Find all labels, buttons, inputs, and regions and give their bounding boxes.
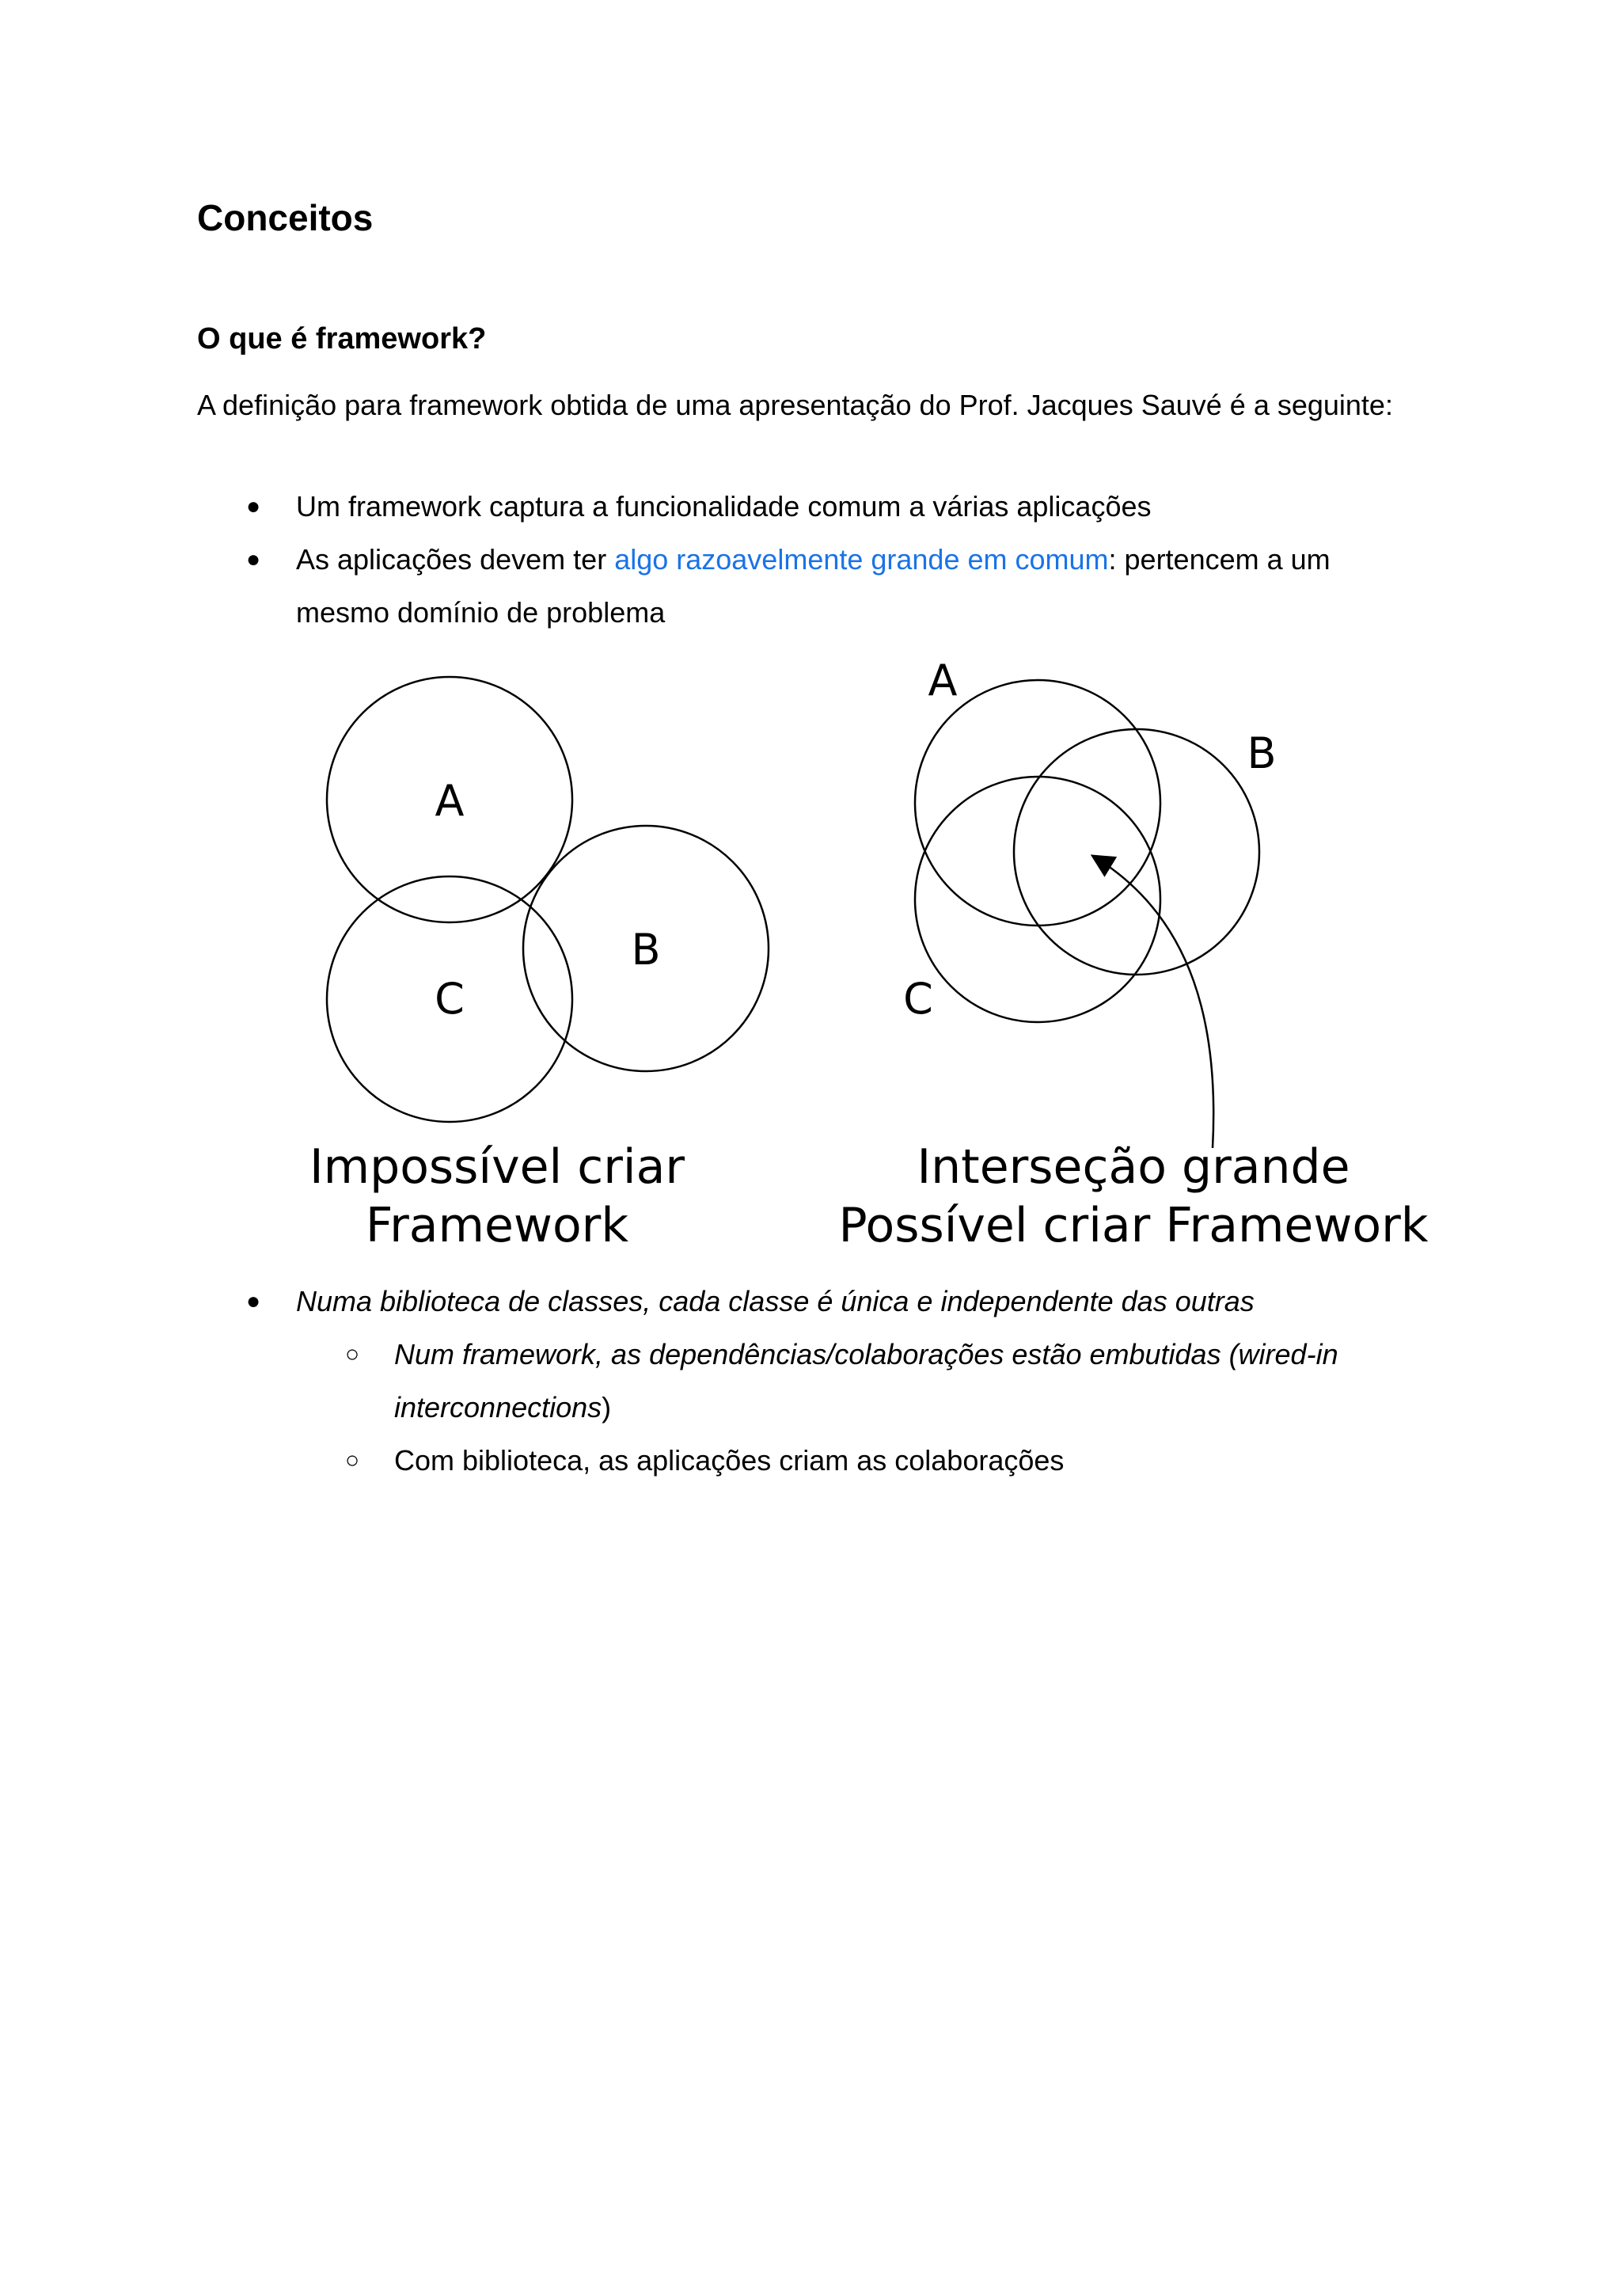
sub-bullet-list [345,1328,1423,1487]
bullet-dot-icon: ● [246,1288,261,1314]
right-circle-c [915,777,1160,1022]
sub-bullet-text: Com biblioteca, as aplicações criam as colaborações [394,1444,1065,1477]
bullet-text: As aplicações devem ter [296,543,615,576]
right-caption-line2: Possível criar Framework [838,1198,1429,1253]
right-label-a: A [928,656,958,705]
left-caption-line1: Impossível criar [309,1139,685,1195]
bullet-circle-icon: ○ [345,1447,360,1473]
intro-paragraph: A definição para framework obtida de uma apresentação do Prof. Jacques Sauvé é a seguinte: [197,389,1393,421]
bullet-circle-icon: ○ [345,1341,360,1367]
list-item [246,1275,1428,1328]
left-label-a: A [435,776,465,826]
bullet-text: Numa biblioteca de classes, cada classe é única e independente das outras [296,1285,1255,1317]
sub-bullet-text: Num framework, as dependências/colaborações estão embutidas (wired-in interconnections [394,1338,1338,1424]
bullet-text: Um framework captura a funcionalidade comum a várias aplicações [296,490,1152,523]
right-circle-a [915,680,1160,926]
list-item [345,1434,1423,1487]
sub-bullet-close: ) [602,1391,612,1424]
page-title: Conceitos [197,197,374,238]
left-label-b: B [631,925,661,975]
bullet-dot-icon: ● [246,546,261,572]
right-caption-line1: Interseção grande [917,1139,1350,1195]
left-label-c: C [435,974,465,1024]
bullet-list-library [246,1275,1428,1328]
right-label-c: C [903,974,933,1024]
right-label-b: B [1247,728,1277,778]
bullet-text: : pertencem a um mesmo domínio de problema [296,543,1331,629]
section-title: O que é framework? [197,322,487,355]
bullet-dot-icon: ● [246,493,261,519]
left-caption-line2: Framework [365,1198,629,1253]
list-item [345,1328,1423,1434]
right-circle-b [1014,729,1259,975]
highlight-link[interactable]: algo razoavelmente grande em comum [614,543,1109,576]
